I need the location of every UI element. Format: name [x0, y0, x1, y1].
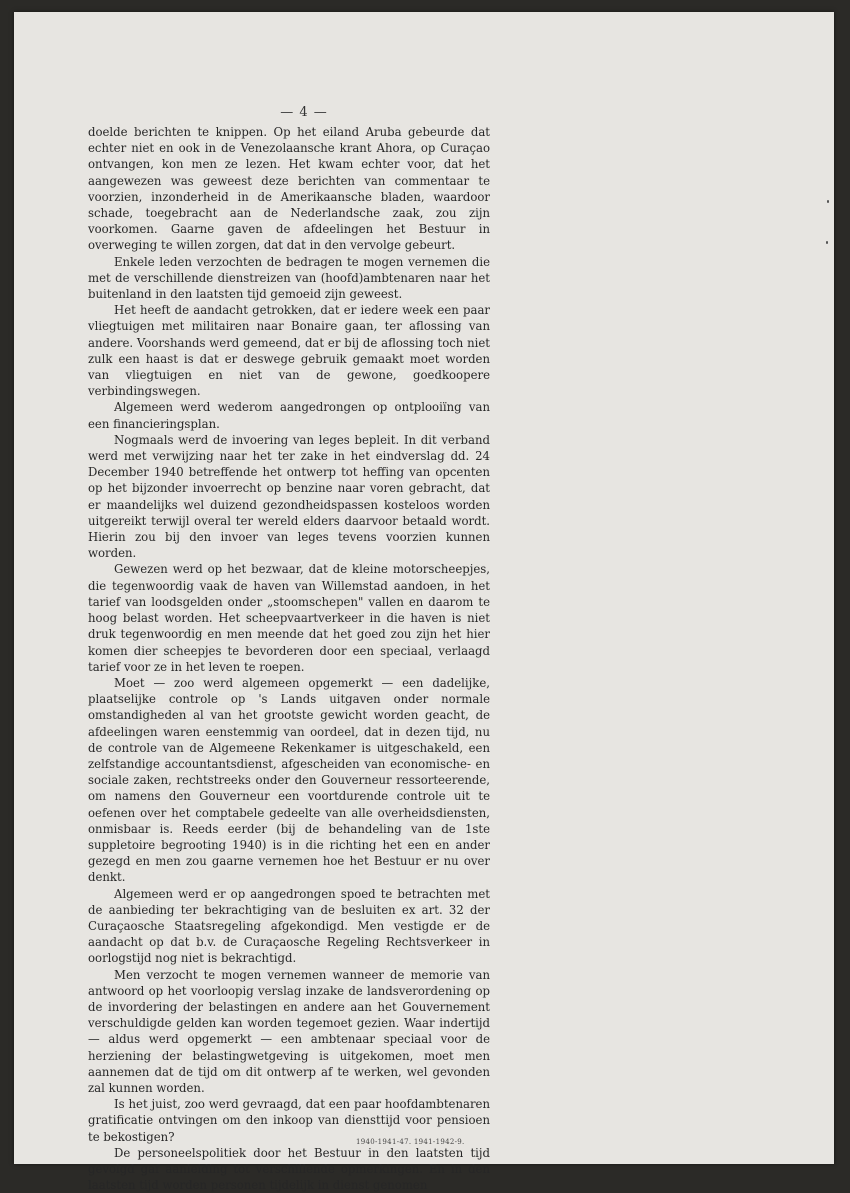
paragraph: Moet — zoo werd algemeen opgemerkt — een dadelijke, plaatselijke controle op 's Lands uitgaven onder normale omstandigheden al van het grootste gewicht worden geacht, de afdeelingen waren eenstemmig van oordeel, dat in dezen tijd, nu de controle van de Algemeene Rekenkamer is uitgeschakeld, een zelfstandige accountantsdienst, afgescheiden van economische- en sociale zaken, rechtstreeks onder den Gouverneur ressorteerende, om namens den Gouverneur een voortdurende controle uit te oefenen over het comptabele gedeelte van alle overheidsdiensten, onmisbaar is. Reeds eerder (bij de behandeling van de 1ste suppletoire begrooting 1940) is in die richting het een en ander gezegd en men zou gaarne vernemen hoe het Bestuur er nu over denkt. [88, 675, 490, 885]
body-text [88, 124, 490, 1193]
paper-speck [826, 241, 828, 244]
footer-code: 1940-1941-47. 1941-1942-9. [356, 1138, 465, 1146]
paragraph: Algemeen werd er op aangedrongen spoed te betrachten met de aanbieding ter bekrachtiging van de besluiten ex art. 32 der Curaçaosche Staatsregeling afgekondigd. Men vestigde er de aandacht op dat b.v. de Curaçaosche Regeling Rechtsverkeer in oorlogstijd nog niet is bekrachtigd. [88, 886, 490, 966]
paragraph: Enkele leden verzochten de bedragen te mogen vernemen die met de verschillende dienstreizen van (hoofd)ambtenaren naar het buitenland in den laatsten tijd gemoeid zijn geweest. [88, 254, 490, 302]
paragraph: Nogmaals werd de invoering van leges bepleit. In dit verband werd met verwijzing naar het ter zake in het eindverslag dd. 24 December 1940 betreffende het ontwerp tot heffing van opcenten op het bijzonder invoerrecht op benzine naar voren gebracht, dat er maandelijks wel duizend gezondheidspassen kosteloos worden uitgereikt terwijl overal ter wereld elders daarvoor betaald wordt. Hierin zou bij den invoer van leges tevens voorzien kunnen worden. [88, 432, 490, 561]
paper-speck [827, 200, 829, 203]
page-number: — 4 — [280, 105, 328, 120]
document-page [14, 12, 834, 1193]
paragraph: Het heeft de aandacht getrokken, dat er iedere week een paar vliegtuigen met militairen naar Bonaire gaan, ter aflossing van andere. Voorshands werd gemeend, dat er bij de aflossing toch niet zulk een haast is dat er deswege gebruik gemaakt moet worden van vliegtuigen en niet van de gewone, goedkoopere verbindingswegen. [88, 303, 490, 399]
paragraph: Is het juist, zoo werd gevraagd, dat een paar hoofdambtenaren gratificatie ontvingen om den inkoop van diensttijd voor pensioen te bekostigen? [88, 1097, 490, 1144]
paragraph: De personeelspolitiek door het Bestuur in den laatsten tijd gevolgd gaf aanleiding tot verschillende opmerkingen. En in den laatsten tijd worden personen tijdelijk in dienst genomen [88, 1145, 490, 1193]
paragraph: Gewezen werd op het bezwaar, dat de kleine motorscheepjes, die tegenwoordig vaak de haven van Willemstad aandoen, in het tarief van loodsgelden onder „stoomschepen" vallen en daarom te hoog belast worden. Het scheepvaartverkeer in die haven is niet druk tegenwoordig en men meende dat het goed zou zijn het hier komen dier scheepjes te bevorderen door een speciaal, verlaagd tarief voor ze in het leven te roepen. [88, 562, 490, 674]
paragraph: Men verzocht te mogen vernemen wanneer de memorie van antwoord op het voorloopig verslag inzake de landsverordening op de invordering der belastingen en andere aan het Gouvernement verschuldigde gelden kan worden tegemoet gezien. Waar indertijd — aldus werd opgemerkt — een ambtenaar speciaal voor de herziening der belastingwetgeving is uitgekomen, moet men aannemen dat de tijd om dit ontwerp af te werken, wel gevonden zal kunnen worden. [88, 967, 490, 1095]
paragraph: doelde berichten te knippen. Op het eiland Aruba gebeurde dat echter niet en ook in de Venezolaansche krant Ahora, op Curaçao ontvangen, kon men ze lezen. Het kwam echter voor, dat het aangewezen was geweest deze berichten van commentaar te voorzien, inzonderheid in de Amerikaansche bladen, waardoor schade, toegebracht aan de Nederlandsche zaak, zou zijn voorkomen. Gaarne gaven de afdeelingen het Bestuur in overweging te willen zorgen, dat dat in den vervolge gebeurt. [88, 125, 490, 253]
paragraph: Algemeen werd wederom aangedrongen op ontplooiïng van een financieringsplan. [88, 400, 490, 431]
